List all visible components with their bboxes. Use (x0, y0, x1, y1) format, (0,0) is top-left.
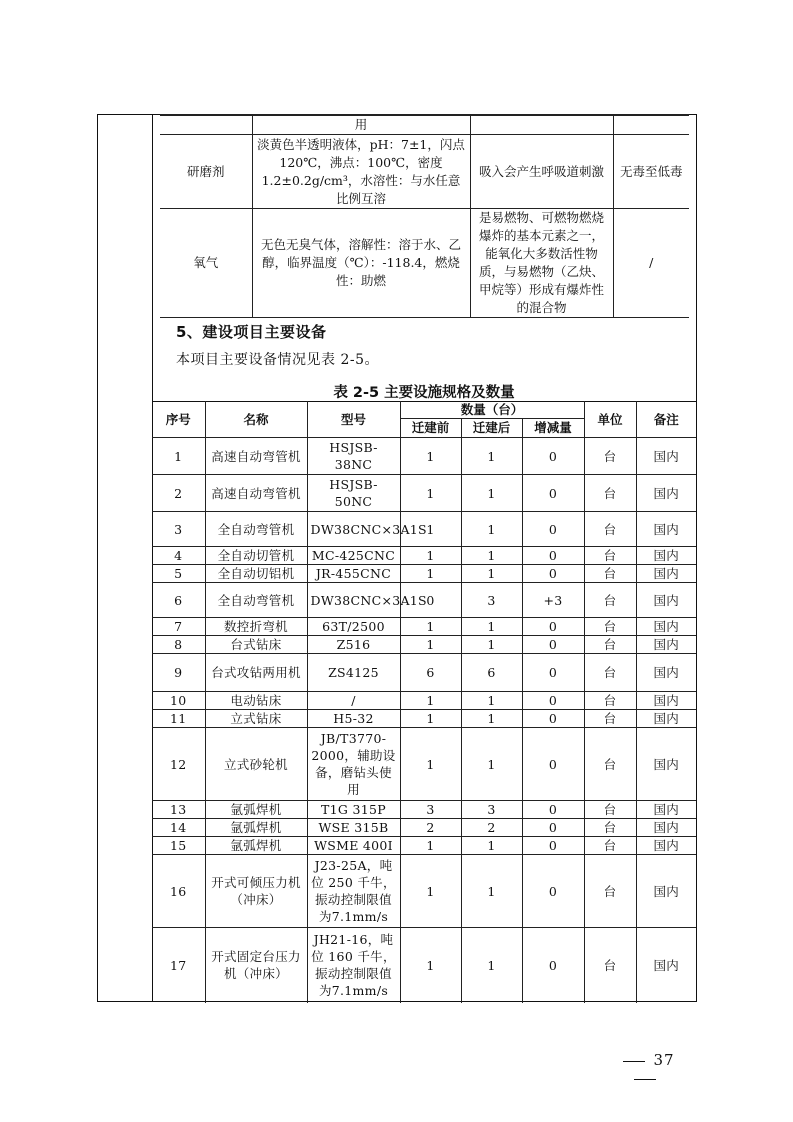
table-row (152, 654, 696, 692)
cell-remark: 国内 (636, 547, 696, 565)
cell-name: 全自动弯管机 (205, 512, 307, 547)
cell-model: DW38CNC×3A1S (307, 583, 400, 618)
material-toxicity: 无毒至低毒 (613, 135, 689, 209)
cell-unit: 台 (584, 636, 636, 654)
cell-after: 3 (461, 801, 522, 819)
cell-name: 全自动弯管机 (205, 583, 307, 618)
table-row (152, 837, 696, 855)
table-row (152, 710, 696, 728)
hazard-table (160, 114, 689, 318)
cell-seq: 8 (152, 636, 205, 654)
cell-before: 3 (400, 801, 461, 819)
cell-change: 0 (522, 636, 584, 654)
cell-after: 1 (461, 928, 522, 1003)
cell-before: 2 (400, 819, 461, 837)
cell-remark: 国内 (636, 710, 696, 728)
cell-unit: 台 (584, 565, 636, 583)
cell-unit: 台 (584, 618, 636, 636)
cell-name: 台式攻钻两用机 (205, 654, 307, 692)
dash-right (634, 1079, 656, 1080)
cell-remark: 国内 (636, 819, 696, 837)
cell-after: 1 (461, 837, 522, 855)
cell-model: H5-32 (307, 710, 400, 728)
page-number-value: 37 (653, 1051, 675, 1069)
cell-after: 1 (461, 565, 522, 583)
header-remark: 备注 (636, 402, 696, 438)
cell-seq: 3 (152, 512, 205, 547)
cell-seq: 4 (152, 547, 205, 565)
cell-model: Z516 (307, 636, 400, 654)
cell-change: 0 (522, 801, 584, 819)
cell-name: 全自动切管机 (205, 547, 307, 565)
cell-unit: 台 (584, 438, 636, 475)
table-caption: 表 2-5 主要设施规格及数量 (333, 385, 515, 401)
cell-before: 1 (400, 855, 461, 928)
cell-name: 立式钻床 (205, 710, 307, 728)
table-row (152, 855, 696, 928)
cell-name: 数控折弯机 (205, 618, 307, 636)
cell-unit: 台 (584, 728, 636, 801)
cell-seq: 5 (152, 565, 205, 583)
material-toxicity: / (613, 209, 689, 318)
table-row (152, 583, 696, 618)
cell-name: 高速自动弯管机 (205, 475, 307, 512)
cell-seq: 12 (152, 728, 205, 801)
table-row (152, 547, 696, 565)
cell-name: 开式可倾压力机（冲床） (205, 855, 307, 928)
cell-seq: 16 (152, 855, 205, 928)
cell-unit: 台 (584, 654, 636, 692)
cell-model: DW38CNC×3A1S (307, 512, 400, 547)
cell-name: 氩弧焊机 (205, 801, 307, 819)
cell-model: JH21-16，吨位 160 千牛，振动控制限值为7.1mm/s (307, 928, 400, 1003)
cell-seq: 13 (152, 801, 205, 819)
cell-before: 1 (400, 565, 461, 583)
section-paragraph: 本项目主要设备情况见表 2-5。 (176, 352, 379, 368)
cell-change: 0 (522, 819, 584, 837)
cell-unit: 台 (584, 547, 636, 565)
cell-remark: 国内 (636, 692, 696, 710)
header-quantity: 数量（台） (400, 402, 584, 419)
cell-remark: 国内 (636, 636, 696, 654)
equipment-table (152, 401, 696, 1003)
cell-before: 1 (400, 475, 461, 512)
cell-model: ZS4125 (307, 654, 400, 692)
table-row (152, 438, 696, 475)
cell-remark: 国内 (636, 855, 696, 928)
cell-after: 1 (461, 475, 522, 512)
material-hazard: 是易燃物、可燃物燃烧爆炸的基本元素之一，能氧化大多数活性物质，与易燃物（乙炔、甲烷等）形成有爆炸性的混合物 (470, 209, 613, 318)
cell-remark: 国内 (636, 565, 696, 583)
header-seq: 序号 (152, 402, 205, 438)
cell-before: 1 (400, 438, 461, 475)
cell-seq: 9 (152, 654, 205, 692)
table-row (152, 636, 696, 654)
cell-remark: 国内 (636, 654, 696, 692)
cell-model: JB/T3770-2000，辅助设备，磨钻头使用 (307, 728, 400, 801)
cell-remark: 国内 (636, 583, 696, 618)
table-row (160, 115, 689, 135)
cell-unit: 台 (584, 583, 636, 618)
page-number (600, 1051, 690, 1087)
dash-left (623, 1061, 645, 1062)
cell-model: MC-425CNC (307, 547, 400, 565)
cell-model: JR-455CNC (307, 565, 400, 583)
cell-seq: 15 (152, 837, 205, 855)
cell-after: 1 (461, 692, 522, 710)
cell-change: 0 (522, 692, 584, 710)
cell-remark: 国内 (636, 438, 696, 475)
cell-unit: 台 (584, 475, 636, 512)
cell-unit: 台 (584, 512, 636, 547)
material-properties: 无色无臭气体，溶解性：溶于水、乙醇，临界温度（℃）：-118.4，燃烧性：助燃 (252, 209, 470, 318)
cell-name: 氩弧焊机 (205, 819, 307, 837)
cell-after: 1 (461, 438, 522, 475)
header-change: 增减量 (522, 419, 584, 438)
cell-before: 1 (400, 710, 461, 728)
cell-before: 1 (400, 547, 461, 565)
cell-before: 1 (400, 636, 461, 654)
cell-name: 高速自动弯管机 (205, 438, 307, 475)
header-name: 名称 (205, 402, 307, 438)
cell-after: 3 (461, 583, 522, 618)
material-properties: 用 (252, 115, 470, 135)
cell-change: 0 (522, 547, 584, 565)
cell-after: 1 (461, 855, 522, 928)
cell-change: 0 (522, 565, 584, 583)
material-name (160, 115, 252, 135)
cell-change: 0 (522, 928, 584, 1003)
cell-unit: 台 (584, 819, 636, 837)
cell-remark: 国内 (636, 475, 696, 512)
material-name: 氧气 (160, 209, 252, 318)
cell-name: 氩弧焊机 (205, 837, 307, 855)
table-row (152, 512, 696, 547)
cell-model: WSE 315B (307, 819, 400, 837)
cell-model: T1G 315P (307, 801, 400, 819)
cell-model: HSJSB-50NC (307, 475, 400, 512)
table-row (152, 801, 696, 819)
cell-model: / (307, 692, 400, 710)
cell-seq: 1 (152, 438, 205, 475)
cell-model: HSJSB-38NC (307, 438, 400, 475)
header-row (152, 402, 696, 419)
cell-remark: 国内 (636, 801, 696, 819)
cell-before: 1 (400, 837, 461, 855)
material-hazard (470, 115, 613, 135)
header-model: 型号 (307, 402, 400, 438)
cell-before: 0 (400, 583, 461, 618)
material-hazard: 吸入会产生呼吸道刺激 (470, 135, 613, 209)
cell-after: 1 (461, 710, 522, 728)
cell-unit: 台 (584, 710, 636, 728)
cell-remark: 国内 (636, 928, 696, 1003)
cell-model: WSME 400I (307, 837, 400, 855)
table-row (160, 135, 689, 209)
cell-seq: 6 (152, 583, 205, 618)
section-heading: 5、建设项目主要设备 (176, 323, 327, 341)
material-name: 研磨剂 (160, 135, 252, 209)
cell-name: 全自动切铝机 (205, 565, 307, 583)
cell-unit: 台 (584, 855, 636, 928)
cell-change: 0 (522, 855, 584, 928)
cell-unit: 台 (584, 837, 636, 855)
cell-before: 1 (400, 512, 461, 547)
cell-seq: 11 (152, 710, 205, 728)
header-before: 迁建前 (400, 419, 461, 438)
material-toxicity (613, 115, 689, 135)
cell-change: 0 (522, 438, 584, 475)
cell-unit: 台 (584, 692, 636, 710)
cell-unit: 台 (584, 801, 636, 819)
cell-after: 6 (461, 654, 522, 692)
material-properties: 淡黄色半透明液体，pH：7±1，闪点 120℃，沸点：100℃，密度 1.2±0.2g/cm³，水溶性：与水任意比例互溶 (252, 135, 470, 209)
header-after: 迁建后 (461, 419, 522, 438)
cell-after: 1 (461, 512, 522, 547)
header-unit: 单位 (584, 402, 636, 438)
cell-change: 0 (522, 618, 584, 636)
cell-change: 0 (522, 728, 584, 801)
cell-change: +3 (522, 583, 584, 618)
cell-seq: 10 (152, 692, 205, 710)
cell-before: 1 (400, 618, 461, 636)
cell-change: 0 (522, 654, 584, 692)
cell-after: 1 (461, 618, 522, 636)
table-row (152, 728, 696, 801)
cell-remark: 国内 (636, 728, 696, 801)
cell-seq: 17 (152, 928, 205, 1003)
cell-name: 立式砂轮机 (205, 728, 307, 801)
cell-model: J23-25A，吨位 250 千牛，振动控制限值为7.1mm/s (307, 855, 400, 928)
cell-remark: 国内 (636, 512, 696, 547)
cell-before: 1 (400, 728, 461, 801)
cell-after: 1 (461, 728, 522, 801)
cell-remark: 国内 (636, 837, 696, 855)
cell-before: 6 (400, 654, 461, 692)
cell-seq: 14 (152, 819, 205, 837)
cell-name: 电动钻床 (205, 692, 307, 710)
cell-seq: 7 (152, 618, 205, 636)
table-row (152, 819, 696, 837)
cell-unit: 台 (584, 928, 636, 1003)
cell-change: 0 (522, 475, 584, 512)
cell-model: 63T/2500 (307, 618, 400, 636)
table-row (152, 565, 696, 583)
table-row (160, 209, 689, 318)
cell-name: 开式固定台压力机（冲床） (205, 928, 307, 1003)
cell-change: 0 (522, 837, 584, 855)
cell-after: 2 (461, 819, 522, 837)
cell-remark: 国内 (636, 618, 696, 636)
cell-change: 0 (522, 710, 584, 728)
cell-name: 台式钻床 (205, 636, 307, 654)
table-row (152, 928, 696, 1003)
cell-before: 1 (400, 928, 461, 1003)
table-row (152, 475, 696, 512)
cell-after: 1 (461, 547, 522, 565)
table-row (152, 692, 696, 710)
cell-seq: 2 (152, 475, 205, 512)
cell-change: 0 (522, 512, 584, 547)
table-row (152, 618, 696, 636)
cell-before: 1 (400, 692, 461, 710)
cell-after: 1 (461, 636, 522, 654)
